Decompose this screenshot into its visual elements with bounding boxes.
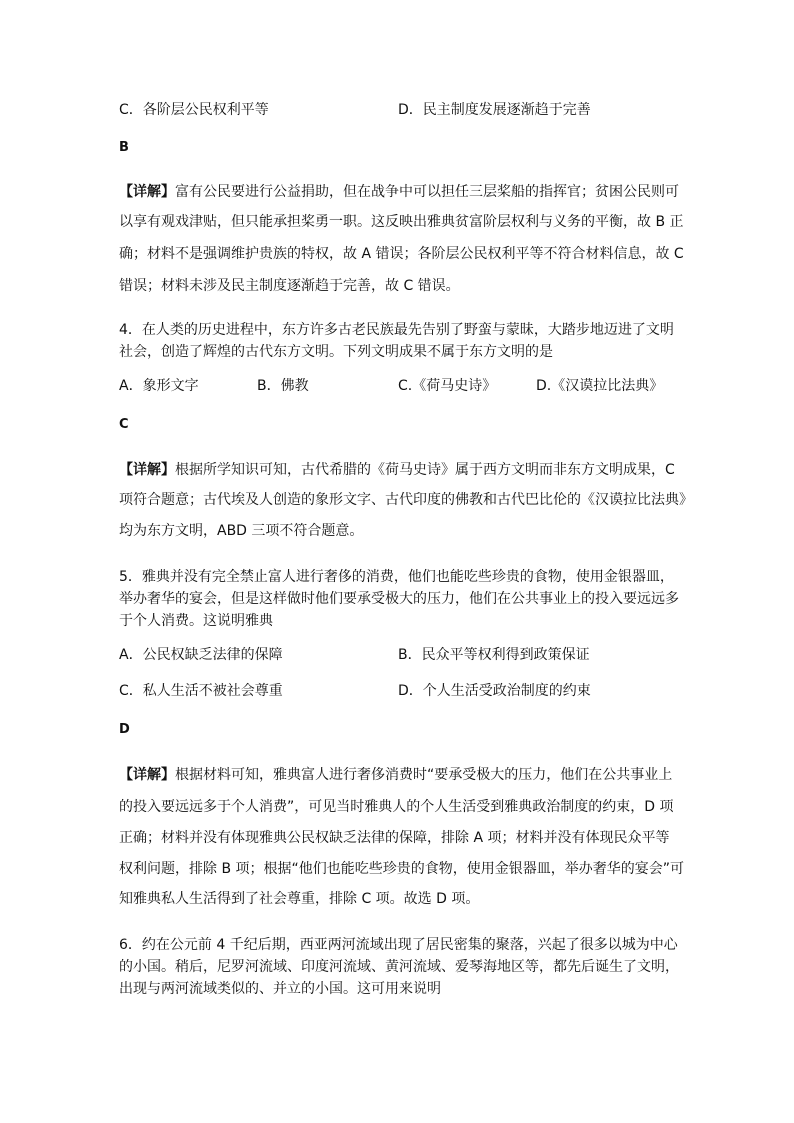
q5-option-b: B．民众平等权利得到政策保证 xyxy=(398,647,590,663)
q5-stem-line: 于个人消费。这说明雅典 xyxy=(119,613,273,629)
q6-stem-line: 6．约在公元前 4 千纪后期，西亚两河流域出现了居民密集的聚落，兴起了很多以城为中心 xyxy=(119,937,678,953)
q5-explanation-line: 的投入要远远多于个人消费”，可见当时雅典人的个人生活受到雅典政治制度的约束，D 项 xyxy=(119,799,674,815)
detail-tag: 【详解】 xyxy=(119,184,175,200)
q5-explanation-line: 知雅典私人生活得到了社会尊重，排除 C 项。故选 D 项。 xyxy=(119,891,480,907)
q4-explanation-line: 项符合题意；古代埃及人创造的象形文字、古代印度的佛教和古代巴比伦的《汉谟拉比法典》 xyxy=(119,492,693,508)
q4-stem-line: 社会，创造了辉煌的古代东方文明。下列文明成果不属于东方文明的是 xyxy=(119,344,553,360)
q3-answer: B xyxy=(119,140,129,155)
q5-option-a: A．公民权缺乏法律的保障 xyxy=(119,647,283,663)
q5-explanation-line: 正确；材料并没有体现雅典公民权缺乏法律的保障，排除 A 项；材料并没有体现民众平等 xyxy=(119,830,670,846)
q5-option-d: D．个人生活受政治制度的约束 xyxy=(398,683,591,699)
q4-option-d: D.《汉谟拉比法典》 xyxy=(536,378,664,394)
q3-option-d: D．民主制度发展逐渐趋于完善 xyxy=(398,102,591,118)
q3-explanation-line: 错误；材料未涉及民主制度逐渐趋于完善，故 C 错误。 xyxy=(119,278,460,294)
q5-answer: D xyxy=(119,722,130,737)
q6-stem-line: 出现与两河流域类似的、并立的小国。这可用来说明 xyxy=(119,981,441,997)
q5-stem-line: 5．雅典并没有完全禁止富人进行奢侈的消费，他们也能吃些珍贵的食物，使用金银器皿， xyxy=(119,569,674,585)
q4-stem-line: 4．在人类的历史进程中，东方许多古老民族最先告别了野蛮与蒙昧，大踏步地迈进了文明 xyxy=(119,322,674,338)
q6-stem-line: 的小国。稍后，尼罗河流域、印度河流域、黄河流域、爱琴海地区等，都先后诞生了文明， xyxy=(119,959,679,975)
q3-option-c: C．各阶层公民权利平等 xyxy=(119,102,269,118)
q5-explanation-line: 权利问题，排除 B 项；根据“他们也能吃些珍贵的食物，使用金银器皿，举办奢华的宴会”可 xyxy=(119,861,685,877)
q4-explanation-line: 【详解】根据所学知识可知，古代希腊的《荷马史诗》属于西方文明而非东方文明成果，C xyxy=(119,462,675,478)
q4-answer: C xyxy=(119,417,129,432)
q4-option-a: A．象形文字 xyxy=(119,378,199,394)
q3-explanation-line: 以享有观戏津贴，但只能承担桨勇一职。这反映出雅典贫富阶层权利与义务的平衡，故 B 正 xyxy=(119,214,684,230)
detail-tag: 【详解】 xyxy=(119,462,175,478)
q4-option-b: B．佛教 xyxy=(257,378,309,394)
q5-option-c: C．私人生活不被社会尊重 xyxy=(119,683,283,699)
q3-explanation-line: 【详解】富有公民要进行公益捐助，但在战争中可以担任三层桨船的指挥官；贫困公民则可 xyxy=(119,184,679,200)
q5-explanation-line: 【详解】根据材料可知，雅典富人进行奢侈消费时“要承受极大的压力，他们在公共事业上 xyxy=(119,767,673,783)
q4-option-c: C.《荷马史诗》 xyxy=(398,378,497,394)
q3-explanation-line: 确；材料不是强调维护贵族的特权，故 A 错误；各阶层公民权利平等不符合材料信息，故 C xyxy=(119,246,684,262)
q4-explanation-line: 均为东方文明，ABD 三项不符合题意。 xyxy=(119,523,364,539)
q5-stem-line: 举办奢华的宴会，但是这样做时他们要承受极大的压力，他们在公共事业上的投入要远远多 xyxy=(119,591,679,607)
detail-tag: 【详解】 xyxy=(119,767,175,783)
